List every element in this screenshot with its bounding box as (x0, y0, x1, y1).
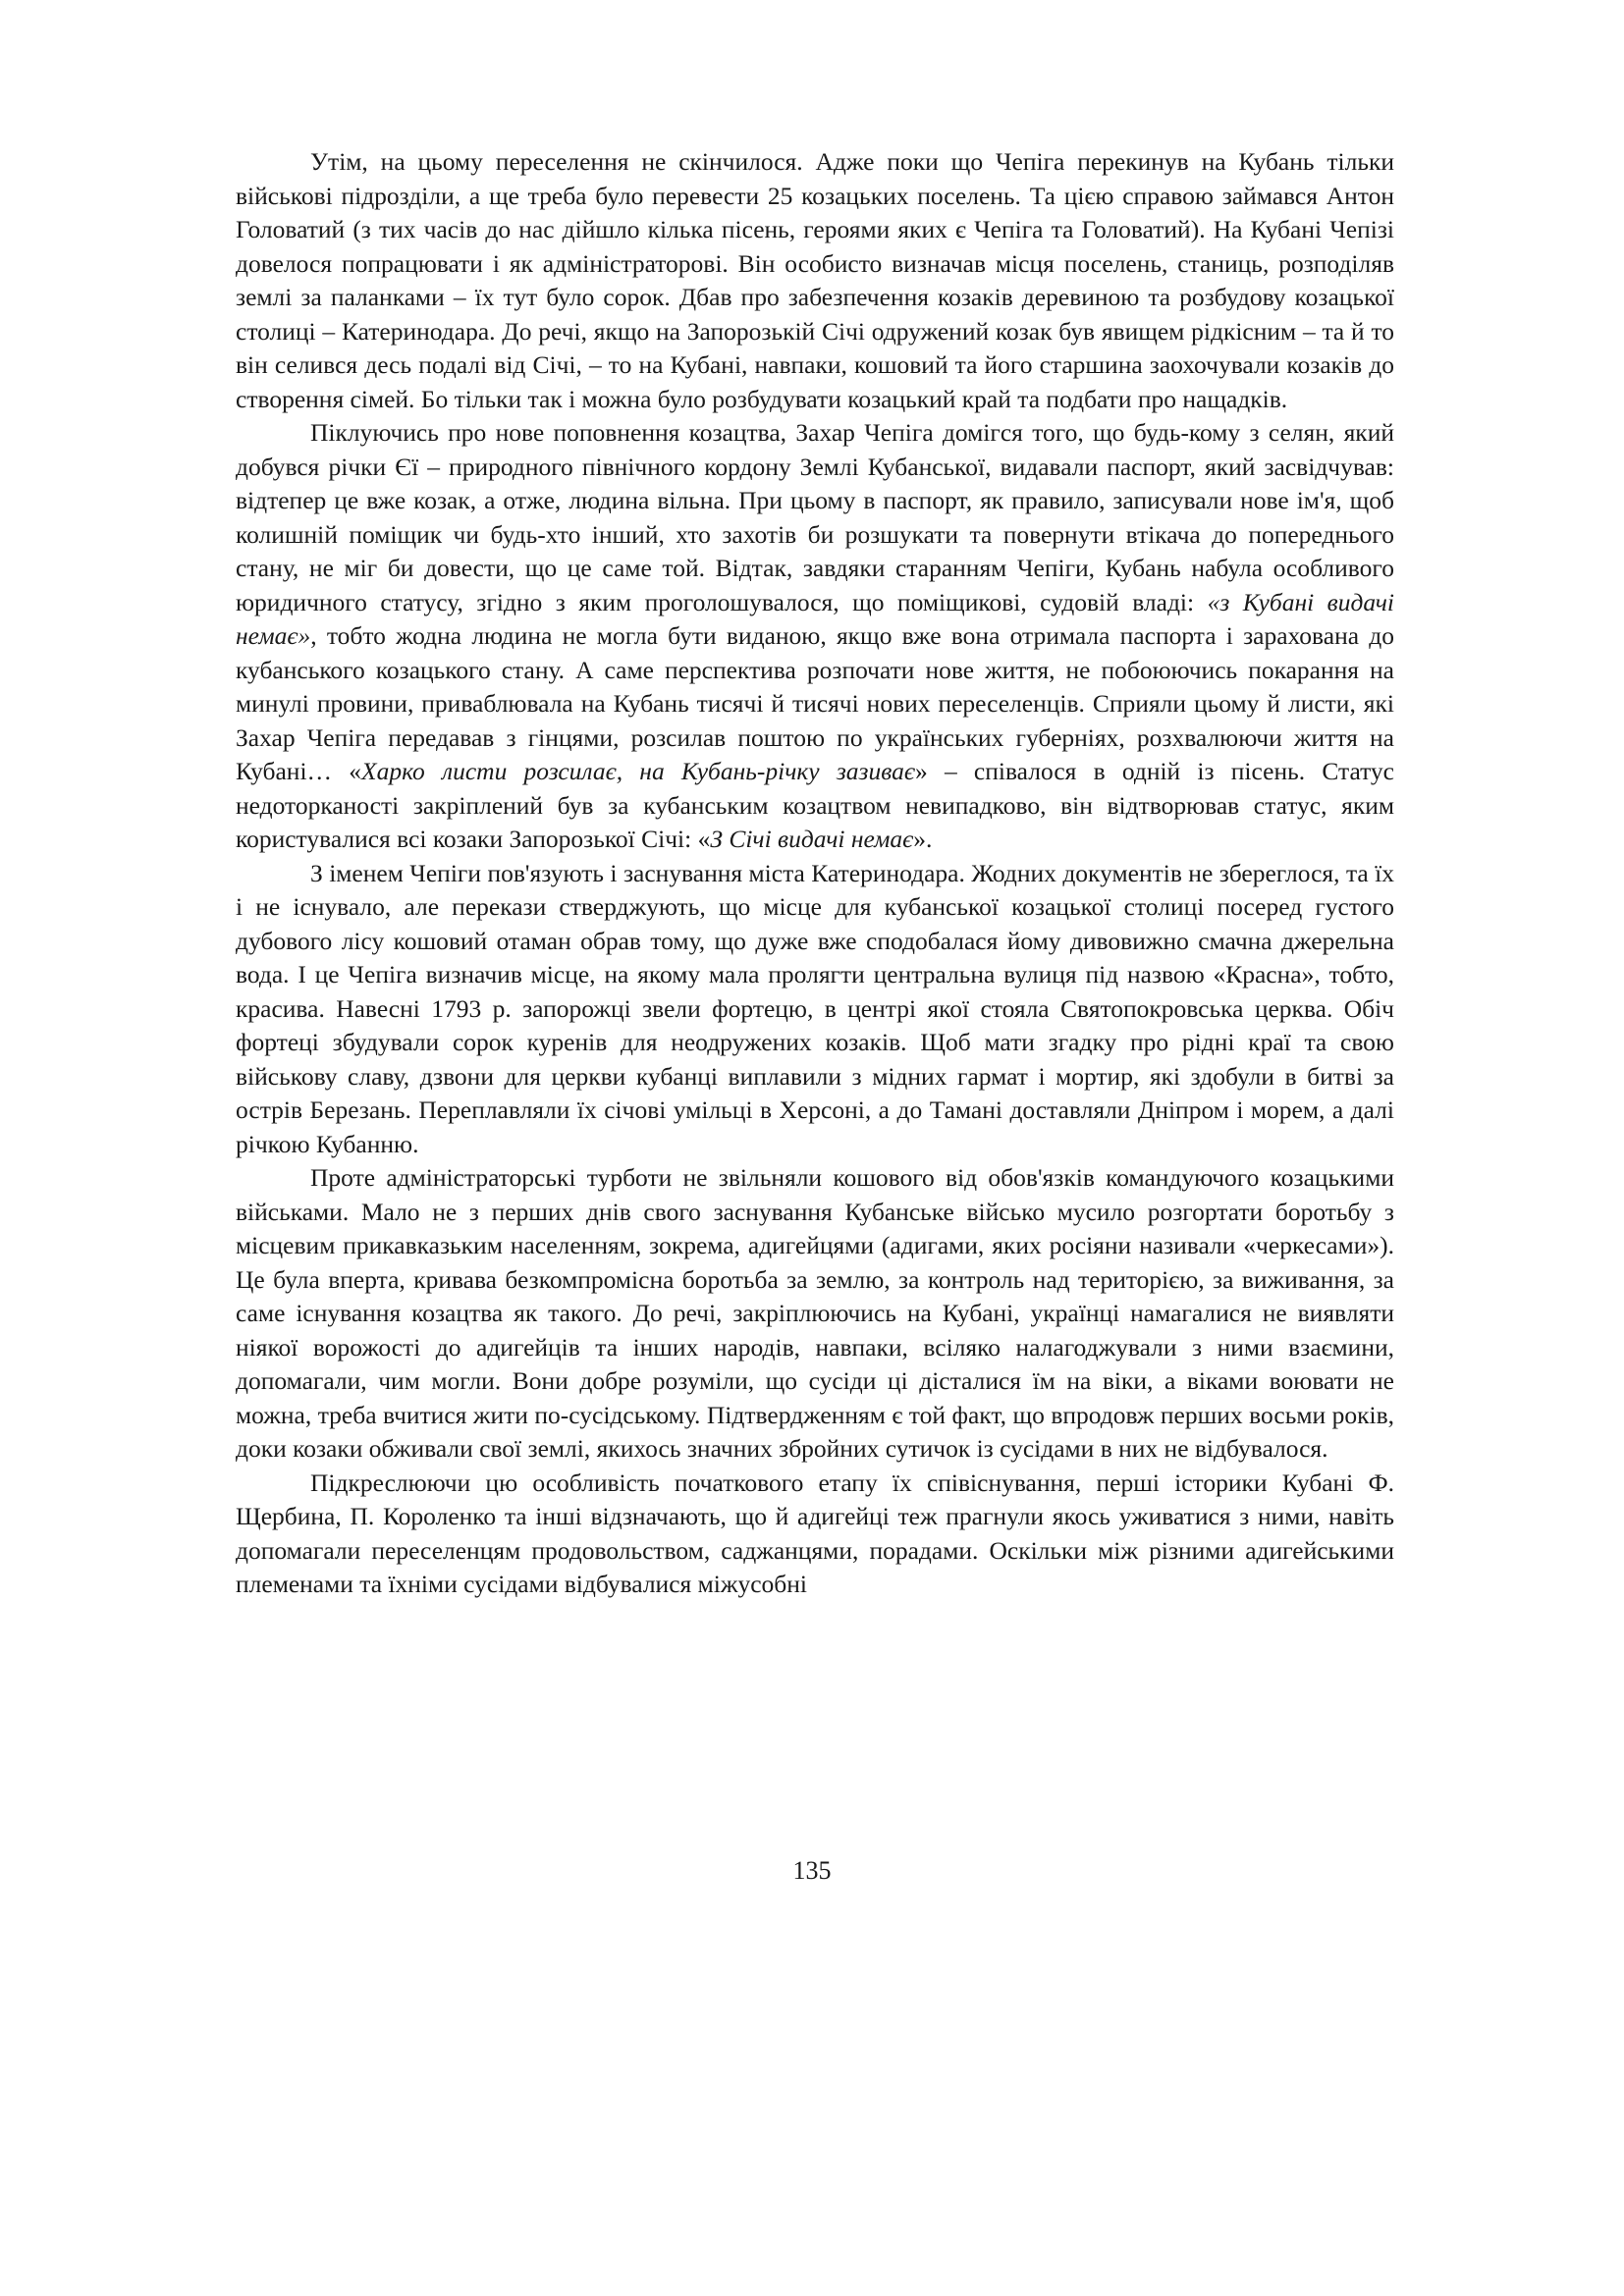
paragraph (236, 1467, 1394, 1602)
italic-quote: З Січі видачі немає (710, 825, 914, 853)
paragraph (236, 416, 1394, 857)
text-run: Підкреслюючи цю особливість початкового етапу їх співіснування, перші історики Кубані Ф. Щербина, П. Короленко та інші відзначають, що й адигейці теж прагнули якось уживатися з ними, навіть допомагали переселенцям продовольством, саджанцями, порадами. Оскільки між різними адигейськими племенами та їхніми сусідами відбувалися міжусобні (236, 1468, 1394, 1598)
paragraph (236, 1161, 1394, 1467)
text-run: , тобто жодна людина не могла бути виданою, якщо вже вона отримала паспорта і зарахована до кубанського козацького стану. А саме перспектива розпочати нове життя, не побоюючись покарання на минулі провини, приваблювала на Кубань тисячі й тисячі нових переселенців. Сприяли цьому й листи, які Захар Чепіга передавав з гінцями, розсилав поштою по українських губерніях, розхвалюючи життя на Кубані… « (236, 621, 1394, 785)
paragraph (236, 145, 1394, 416)
text-run: » – співалося в одній із пісень. Статус недоторканості закріплений був за кубанським козацтвом невипадково, він відтворював статус, яким користувалися всі козаки Запорозької Січі: « (236, 757, 1394, 853)
text-run: Проте адміністраторські турботи не звільняли кошового від обов'язків командуючого козацькими військами. Мало не з перших днів свого заснування Кубанське військо мусило розгортати боротьбу з місцевим прикавказьким населенням, зокрема, адигейцями (адигами, яких росіяни називали «черкесами»). Це була вперта, кривава безкомпромісна боротьба за землю, за контроль над територією, за виживання, за саме існування козацтва як такого. До речі, закріплюючись на Кубані, українці намагалися не виявляти ніякої ворожості до адигейців та інших народів, навпаки, всіляко налагоджували з ними взаємини, допомагали, чим могли. Вони добре розуміли, що сусіди ці дісталися їм на віки, а віками воювати не можна, треба вчитися жити по-сусідському. Підтвердженням є той факт, що впродовж перших восьми років, доки козаки обживали свої землі, якихось значних збройних сутичок із сусідами в них не відбувалося. (236, 1163, 1394, 1463)
italic-quote: Харко листи розсилає, на Кубань-річку зазиває (361, 757, 915, 785)
italic-quote: «з Кубані видачі немає» (236, 587, 1395, 650)
paragraph (236, 857, 1394, 1162)
text-run: Піклуючись про нове поповнення козацтва, Захар Чепіга домігся того, що будь-кому з селян, який добувся річки Єї – природного північного кордону Землі Кубанської, видавали паспорт, який засвідчував: відтепер це вже козак, а отже, людина вільна. При цьому в паспорт, як правило, записували нове ім'я, щоб колишній поміщик чи будь-хто інший, хто захотів би розшукати та повернути втікача до попереднього стану, не міг би довести, що це саме той. Відтак, завдяки старанням Чепіги, Кубань набула особливого юридичного статусу, згідно з яким проголошувалося, що поміщикові, судовій владі: (236, 418, 1394, 616)
page-number: 135 (792, 1856, 832, 1885)
text-run: ». (913, 825, 933, 853)
text-run: З іменем Чепіги пов'язують і заснування міста Катеринодара. Жодних документів не збереглося, та їх і не існувало, але перекази стверджують, що місце для кубанської козацької столиці посеред густого дубового лісу кошовий отаман обрав тому, що дуже вже сподобалася йому дивовижно смачна джерельна вода. І це Чепіга визначив місце, на якому мала пролягти центральна вулиця під назвою «Красна», тобто, красива. Навесні 1793 р. запорожці звели фортецю, в центрі якої стояла Святопокровська церква. Обіч фортеці збудували сорок куренів для неодружених козаків. Щоб мати згадку про рідні краї та свою військову славу, дзвони для церкви кубанці виплавили з мідних гармат і мортир, які здобули в битві за острів Березань. Переплавляли їх січові умільці в Херсоні, а до Тамані доставляли Дніпром і морем, а далі річкою Кубанню. (236, 858, 1394, 1158)
body-text (236, 145, 1394, 1602)
text-run: Утім, на цьому переселення не скінчилося. Адже поки що Чепіга перекинув на Кубань тільки військові підрозділи, а ще треба було перевести 25 козацьких поселень. Та цією справою займався Антон Головатий (з тих часів до нас дійшло кілька пісень, героями яких є Чепіга та Головатий). На Кубані Чепізі довелося попрацювати і як адміністраторові. Він особисто визначав місця поселень, станиць, розподіляв землі за паланками – їх тут було сорок. Дбав про забезпечення козаків деревиною та розбудову козацької столиці – Катеринодара. До речі, якщо на Запорозькій Січі одружений козак був явищем рідкісним – та й то він селився десь подалі від Січі, – то на Кубані, навпаки, кошовий та його старшина заохочували козаків до створення сімей. Бо тільки так і можна було розбудувати козацький край та подбати про нащадків. (236, 147, 1394, 413)
